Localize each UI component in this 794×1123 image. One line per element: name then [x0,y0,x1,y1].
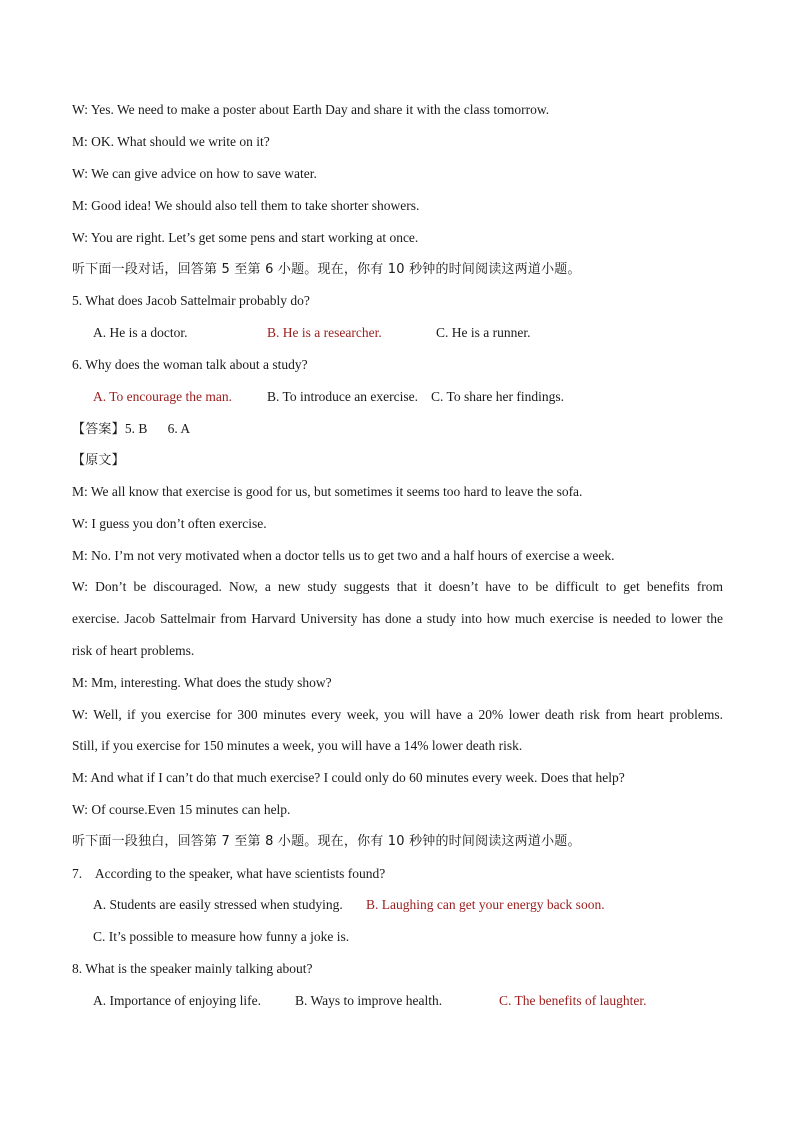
transcript-line: risk of heart problems. [72,643,195,658]
question-5: 5. What does Jacob Sattelmair probably do? [72,293,310,308]
dialogue-line: W: You are right. Let’s get some pens and start working at once. [72,230,419,245]
dialogue-line: W: Yes. We need to make a poster about Earth Day and share it with the class tomorrow. [72,102,550,117]
option-8a: A. Importance of enjoying life. [93,993,261,1008]
option-5b-correct: B. He is a researcher. [267,325,382,340]
transcript-line: M: Mm, interesting. What does the study show? [72,675,332,690]
transcript-line: W: Of course.Even 15 minutes can help. [72,802,291,817]
section-instruction: 听下面一段对话，回答第 5 至第 6 小题。现在，你有 10 秒钟的时间阅读这两道小题。 [72,262,581,277]
question-8: 8. What is the speaker mainly talking about? [72,961,313,976]
option-6c: C. To share her findings. [431,389,565,404]
option-5c: C. He is a runner. [436,325,531,340]
option-8c-correct: C. The benefits of laughter. [499,993,647,1008]
dialogue-line: M: OK. What should we write on it? [72,134,270,149]
option-8b: B. Ways to improve health. [295,993,443,1008]
transcript-line: Still, if you exercise for 150 minutes a week, you will have a 14% lower death risk. [72,738,523,753]
transcript-line: exercise. Jacob Sattelmair from Harvard University has done a study into how much exercise is needed to lower the [72,611,723,626]
option-5a: A. He is a doctor. [93,325,188,340]
section-instruction: 听下面一段独白，回答第 7 至第 8 小题。现在，你有 10 秒钟的时间阅读这两道小题。 [72,834,581,849]
answer-line [72,420,190,439]
answer-label: 【答案】 [72,422,125,437]
option-6a-correct: A. To encourage the man. [93,389,233,404]
option-7a: A. Students are easily stressed when studying. [93,897,343,912]
question-7: 7. According to the speaker, what have scientists found? [72,866,386,881]
option-7c: C. It’s possible to measure how funny a joke is. [93,929,350,944]
transcript-line: M: And what if I can’t do that much exercise? I could only do 60 minutes every week. Does that help? [72,770,625,785]
transcript-line: W: I guess you don’t often exercise. [72,516,267,531]
transcript-line: W: Don’t be discouraged. Now, a new study suggests that it doesn’t have to be difficult to get benefits from [72,579,723,594]
question-6: 6. Why does the woman talk about a study? [72,357,308,372]
transcript-line: M: We all know that exercise is good for us, but sometimes it seems too hard to leave the sofa. [72,484,583,499]
option-6b: B. To introduce an exercise. [267,389,419,404]
transcript-line: W: Well, if you exercise for 300 minutes every week, you will have a 20% lower death risk from heart problems. [72,707,723,722]
option-7b-correct: B. Laughing can get your energy back soon. [366,897,605,912]
dialogue-line: M: Good idea! We should also tell them to take shorter showers. [72,198,420,213]
answer-text: 5. B 6. A [124,421,191,436]
transcript-line: M: No. I’m not very motivated when a doctor tells us to get two and a half hours of exercise a week. [72,548,615,563]
dialogue-line: W: We can give advice on how to save water. [72,166,317,181]
transcript-label: 【原文】 [72,453,125,468]
